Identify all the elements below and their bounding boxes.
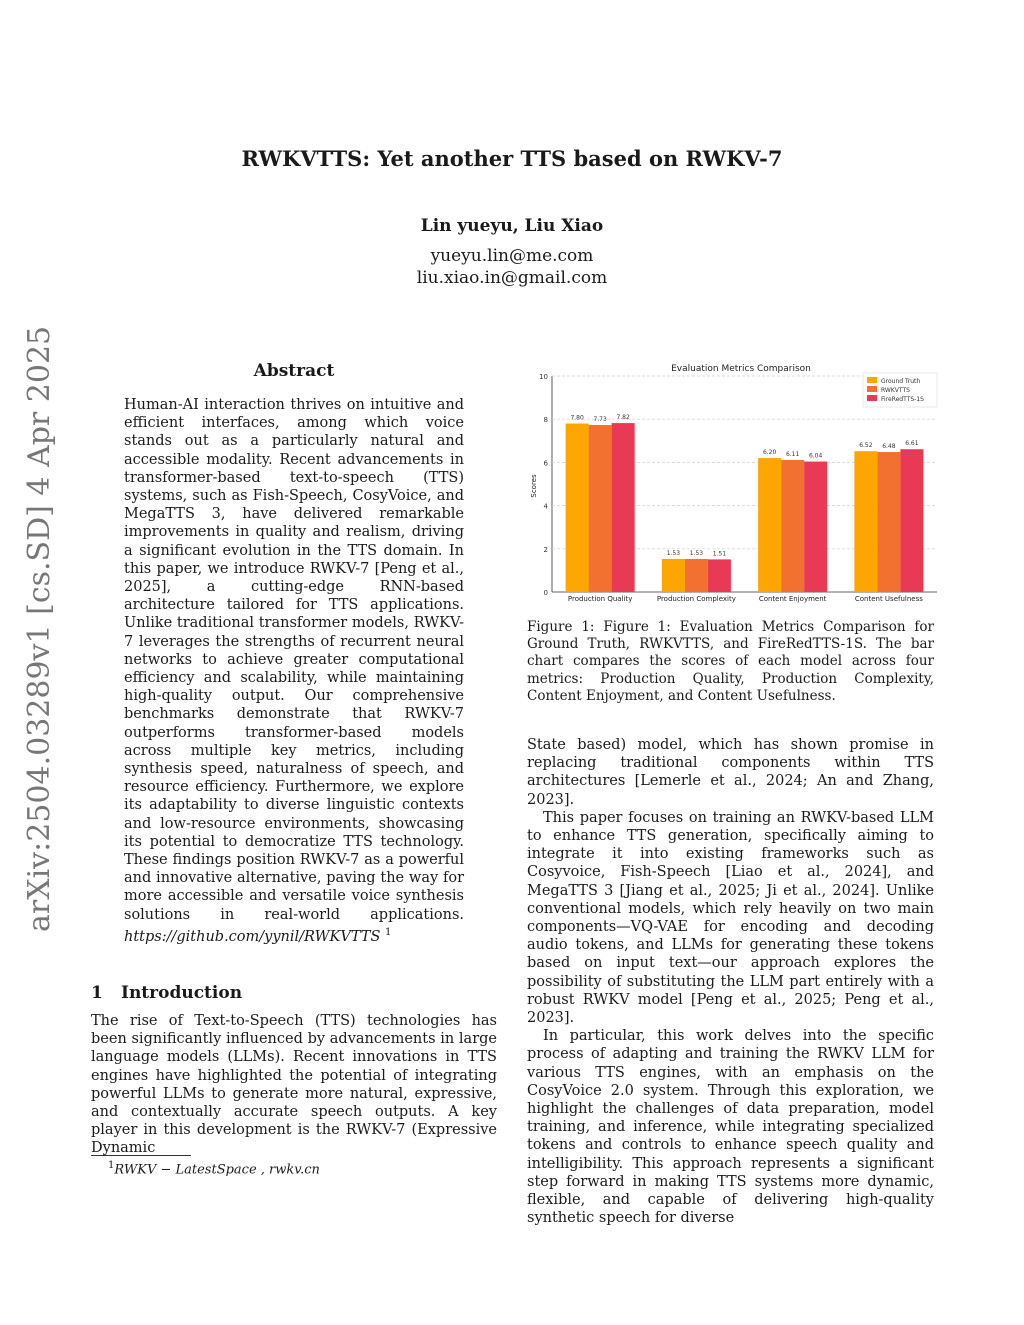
y-tick-label: 4: [543, 502, 548, 511]
bar-value-label: 6.04: [808, 452, 823, 460]
legend-swatch: [867, 386, 877, 392]
abstract-heading: Abstract: [253, 361, 335, 381]
bar-value-label: 6.11: [785, 451, 800, 459]
arxiv-stamp: [14, 325, 62, 932]
y-tick-label: 6: [543, 459, 548, 468]
intro-paragraph-2: This paper focuses on training an RWKV-based LLM to enhance TTS generation, specifically aiming to integrate it into existing frameworks such as Cosyvoice, Fish-Speech [Liao et al., 2024], and MegaTTS 3 [Jiang et al., 2025; Ji et al., 2024]. Unlike conventional models, which rely heavily on two main components—VQ-VAE for encoding and decoding audio tokens, and LLMs for generating these tokens based on input text—our approach explores the possibility of substituting the LLM part entirely with a robust RWKV model [Peng et al., 2025; Peng et al., 2023].: [527, 809, 934, 1027]
footnote-marker: 1: [385, 926, 392, 938]
intro-paragraph-1-continued: State based) model, which has shown promise in replacing traditional components within TTS architectures [Lemerle et al., 2024; An and Zhang, 2023].: [527, 737, 934, 808]
authors: Lin yueyu, Liu Xiao: [420, 216, 604, 236]
chart-legend: [863, 373, 937, 407]
bar-value-label: 7.73: [593, 416, 607, 424]
bar-value-label: 6.61: [905, 440, 919, 448]
bar: [877, 452, 900, 592]
legend-swatch: [867, 377, 877, 383]
bar: [804, 462, 827, 592]
y-tick-label: 8: [543, 416, 548, 425]
legend-label: FireRedTTS-1S: [881, 396, 924, 403]
evaluation-bar-chart: [527, 358, 943, 604]
abstract-body: [124, 396, 464, 946]
abstract-link[interactable]: https://github.com/yynil/RWKVTTS: [124, 928, 381, 945]
bar: [900, 449, 923, 592]
arxiv-stamp-text: arXiv:2504.03289v1 [cs.SD] 4 Apr 2025: [22, 325, 57, 932]
email-2: liu.xiao.in@gmail.com: [416, 268, 608, 288]
abstract-text: Human-AI interaction thrives on intuitive and efficient interfaces, among which voice stands out as a particularly natural and accessible modality. Recent advancements in transformer-based text-to-speech (TTS) systems, such as Fish-Speech, CosyVoice, and MegaTTS 3, have delivered remarkable improvements in quality and realism, driving a significant evolution in the TTS domain. In this paper, we introduce RWKV-7 [Peng et al., 2025], a cutting-edge RNN-based architecture tailored for TTS applications. Unlike traditional transformer models, RWKV-7 leverages the strengths of recurrent neural networks to achieve greater computational efficiency and scalability, while maintaining high-quality output. Our comprehensive benchmarks demonstrate that RWKV-7 outperforms transformer-based models across multiple key metrics, including synthesis speed, naturalness of speech, and resource efficiency. Furthermore, we explore its adaptability to diverse linguistic contexts and low-resource environments, showcasing its potential to democratize TTS technology. These findings position RWKV-7 as a powerful and innovative alternative, paving the way for more accessible and versatile voice synthesis solutions in real-world applications.: [124, 397, 464, 923]
chart-y-axis-label: Scores: [530, 474, 538, 498]
author-emails: [0, 245, 1024, 289]
section-title: Introduction: [121, 983, 243, 1003]
bar: [662, 559, 685, 592]
bar: [589, 425, 612, 592]
x-tick-label: Content Enjoyment: [758, 595, 827, 603]
bar-value-label: 1.51: [712, 550, 727, 558]
x-tick-label: Production Complexity: [656, 595, 736, 603]
bar-value-label: 1.53: [689, 549, 704, 557]
bar: [566, 424, 589, 592]
y-tick-label: 10: [539, 373, 548, 381]
legend-label: Ground Truth: [881, 378, 921, 385]
bar-value-label: 6.48: [882, 443, 896, 451]
bar: [758, 458, 781, 592]
footnote-number: 1: [108, 1160, 115, 1171]
paper-title: RWKVTTS: Yet another TTS based on RWKV-7: [241, 146, 783, 171]
legend-swatch: [867, 395, 877, 401]
legend-label: RWKVTTS: [881, 387, 910, 394]
x-tick-label: Production Quality: [567, 595, 633, 603]
chart-title: Evaluation Metrics Comparison: [671, 364, 811, 374]
footnote-rule: [91, 1155, 191, 1156]
y-tick-label: 0: [543, 589, 548, 597]
footnote-text: RWKV − LatestSpace , rwkv.cn: [114, 1162, 320, 1178]
bar: [612, 423, 635, 592]
bar-value-label: 7.82: [616, 414, 630, 422]
bar-value-label: 6.20: [762, 449, 777, 457]
figure-caption: Figure 1: Figure 1: Evaluation Metrics Comparison for Ground Truth, RWKVTTS, and FireRedTTS-1S. The bar chart compares the scores of each model across four metrics: Production Quality, Production Complexity, Content Enjoyment, and Content Usefulness.: [527, 619, 934, 704]
bar-value-label: 6.52: [859, 442, 873, 450]
section-heading-introduction: [91, 983, 242, 1003]
footnote: [108, 1160, 320, 1177]
bar-value-label: 1.53: [666, 549, 681, 557]
bar: [854, 451, 877, 592]
x-tick-label: Content Usefulness: [854, 595, 923, 603]
intro-right-column: [527, 736, 934, 1227]
bar: [685, 559, 708, 592]
bar: [781, 460, 804, 592]
intro-paragraph-3: In particular, this work delves into the specific process of adapting and training the RWKV LLM for various TTS engines, with an emphasis on the CosyVoice 2.0 system. Through this exploration, we highlight the challenges of data preparation, model training, and inference, while integrating specialized tokens and controls to enhance speech quality and intelligibility. This approach represents a significant step forward in making TTS systems more dynamic, flexible, and capable of delivering high-quality synthetic speech for diverse: [527, 1028, 934, 1227]
intro-paragraph-1: The rise of Text-to-Speech (TTS) technologies has been significantly influenced by advancements in large language models (LLMs). Recent innovations in TTS engines have highlighted the potential of integrating powerful LLMs to generate more natural, expressive, and contextually accurate speech outputs. A key player in this development is the RWKV-7 (Expressive Dynamic: [91, 1013, 497, 1157]
bar-value-label: 7.80: [570, 414, 584, 422]
y-tick-label: 2: [543, 545, 548, 554]
section-number: 1: [91, 983, 103, 1003]
bar: [708, 559, 731, 592]
email-1: yueyu.lin@me.com: [430, 246, 594, 266]
